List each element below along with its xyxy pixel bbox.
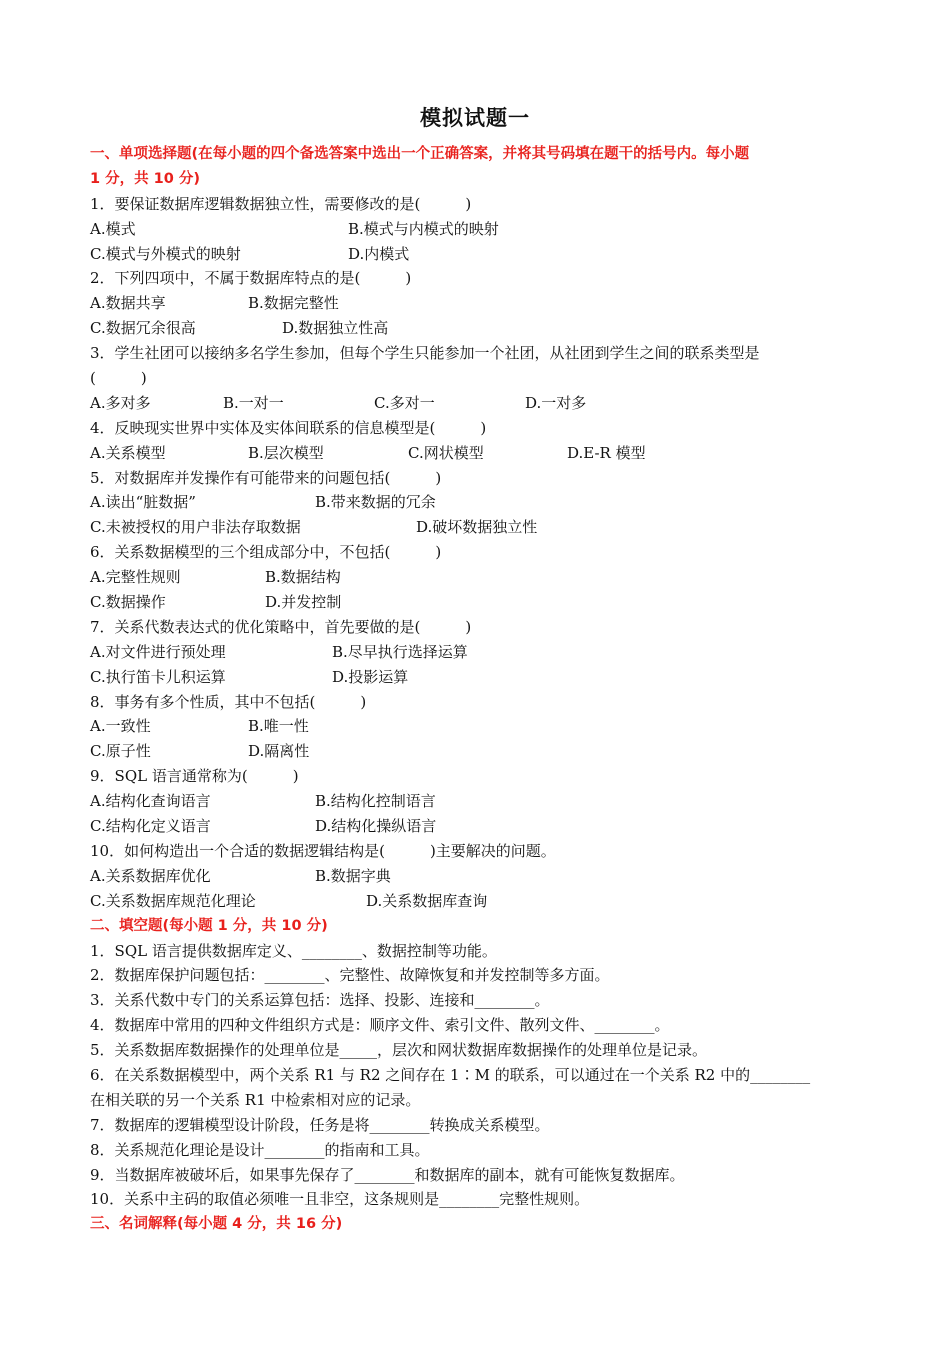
options-row: [90, 515, 865, 540]
fill-blank-item: 9．当数据库被破坏后，如果事先保存了________和数据库的副本，就有可能恢复数据库。: [90, 1165, 685, 1184]
question-3: 3．学生社团可以接纳多名学生参加，但每个学生只能参加一个社团，从社团到学生之间的联系类型是: [90, 344, 760, 363]
options-row: [90, 441, 865, 466]
option-c: C.执行笛卡儿积运算: [90, 667, 226, 686]
option-b: B.尽早执行选择运算: [332, 642, 468, 661]
question-8: 8．事务有多个性质，其中不包括( ): [90, 692, 367, 711]
option-d: D.并发控制: [265, 593, 342, 612]
option-a: A.关系数据库优化: [90, 866, 211, 885]
option-b: B.数据结构: [265, 568, 341, 587]
option-b: B.层次模型: [248, 443, 324, 462]
fill-blank-item: 3．关系代数中专门的关系运算包括：选择、投影、连接和________。: [90, 991, 550, 1010]
option-c: C.数据冗余很高: [90, 319, 196, 338]
option-b: B.一对一: [223, 393, 284, 412]
question-6: 6．关系数据模型的三个组成部分中，不包括( ): [90, 543, 442, 562]
option-b: B.带来数据的冗余: [315, 493, 436, 512]
section1-heading: 一、单项选择题(在每小题的四个备选答案中选出一个正确答案，并将其号码填在题干的括号内。每小题: [90, 146, 750, 162]
options-row: [90, 714, 865, 739]
fill-blank-item: 4．数据库中常用的四种文件组织方式是：顺序文件、索引文件、散列文件、________。: [90, 1016, 670, 1035]
option-a: A.关系模型: [90, 443, 166, 462]
fill-blank-item: 10．关系中主码的取值必须唯一且非空，这条规则是________完整性规则。: [90, 1190, 590, 1209]
option-a: A.模式: [90, 219, 136, 238]
fill-blank-item: 6．在关系数据模型中，两个关系 R1 与 R2 之间存在 1∶M 的联系，可以通过在一个关系 R2 中的________: [90, 1065, 811, 1084]
options-row: [90, 789, 865, 814]
option-c: C.网状模型: [408, 443, 484, 462]
option-b: B.模式与内模式的映射: [348, 219, 499, 238]
option-d: D.内模式: [348, 244, 410, 263]
options-row: [90, 242, 865, 267]
option-a: A.读出“脏数据”: [90, 493, 196, 512]
question-9: 9．SQL 语言通常称为( ): [90, 767, 299, 786]
option-d: D.结构化操纵语言: [315, 817, 437, 836]
option-d: D.破坏数据独立性: [416, 518, 538, 537]
option-c: C.结构化定义语言: [90, 817, 211, 836]
fill-blank-item: 8．关系规范化理论是设计________的指南和工具。: [90, 1140, 430, 1159]
options-row: [90, 665, 865, 690]
section2-heading: 二、填空题(每小题 1 分，共 10 分): [90, 917, 328, 934]
question-4: 4．反映现实世界中实体及实体间联系的信息模型是( ): [90, 418, 487, 437]
options-row: [90, 640, 865, 665]
option-d: D.隔离性: [248, 742, 310, 761]
question-10: 10．如何构造出一个合适的数据逻辑结构是( )主要解决的问题。: [90, 841, 556, 860]
fill-blank-item: 2．数据库保护问题包括：________、完整性、故障恢复和并发控制等多方面。: [90, 966, 610, 985]
fill-blank-item: 5．关系数据库数据操作的处理单位是_____，层次和网状数据库数据操作的处理单位是记录。: [90, 1041, 708, 1060]
option-b: B.数据完整性: [248, 294, 339, 313]
question-7: 7．关系代数表达式的优化策略中，首先要做的是( ): [90, 617, 472, 636]
option-c: C.关系数据库规范化理论: [90, 891, 256, 910]
option-c: C.未被授权的用户非法存取数据: [90, 518, 301, 537]
option-d: D.E-R 模型: [567, 443, 646, 462]
options-row: [90, 590, 865, 615]
options-row: [90, 490, 865, 515]
page-title: 模拟试题一: [420, 106, 530, 130]
options-row: [90, 739, 865, 764]
question-3-cont: ( ): [90, 369, 147, 388]
question-5: 5．对数据库并发操作有可能带来的问题包括( ): [90, 468, 442, 487]
options-row: [90, 565, 865, 590]
option-a: A.数据共享: [90, 294, 166, 313]
section3-heading: 三、名词解释(每小题 4 分，共 16 分): [90, 1216, 343, 1233]
options-row: [90, 889, 865, 914]
option-b: B.唯一性: [248, 717, 309, 736]
option-a: A.结构化查询语言: [90, 792, 211, 811]
option-c: C.模式与外模式的映射: [90, 244, 241, 263]
option-b: B.结构化控制语言: [315, 792, 436, 811]
fill-blank-item-cont: 在相关联的另一个关系 R1 中检索相对应的记录。: [90, 1090, 421, 1109]
option-d: D.数据独立性高: [282, 319, 389, 338]
option-b: B.数据字典: [315, 866, 391, 885]
fill-blank-item: 7．数据库的逻辑模型设计阶段，任务是将________转换成关系模型。: [90, 1115, 550, 1134]
options-row: [90, 864, 865, 889]
options-row: [90, 217, 865, 242]
option-c: C.多对一: [374, 393, 435, 412]
option-c: C.数据操作: [90, 593, 166, 612]
question-1: 1．要保证数据库逻辑数据独立性，需要修改的是( ): [90, 194, 472, 213]
options-row: [90, 814, 865, 839]
exam-content: [90, 142, 865, 1237]
section1-heading-cont: 1 分，共 10 分): [90, 170, 201, 187]
options-row: [90, 391, 865, 416]
option-a: A.对文件进行预处理: [90, 642, 226, 661]
option-d: D.关系数据库查询: [366, 891, 488, 910]
option-a: A.多对多: [90, 393, 151, 412]
option-d: D.投影运算: [332, 667, 409, 686]
fill-blank-item: 1．SQL 语言提供数据库定义、________、数据控制等功能。: [90, 941, 497, 960]
options-row: [90, 316, 865, 341]
options-row: [90, 291, 865, 316]
option-a: A.完整性规则: [90, 568, 181, 587]
option-d: D.一对多: [525, 393, 587, 412]
option-c: C.原子性: [90, 742, 151, 761]
question-2: 2．下列四项中，不属于数据库特点的是( ): [90, 269, 412, 288]
option-a: A.一致性: [90, 717, 151, 736]
